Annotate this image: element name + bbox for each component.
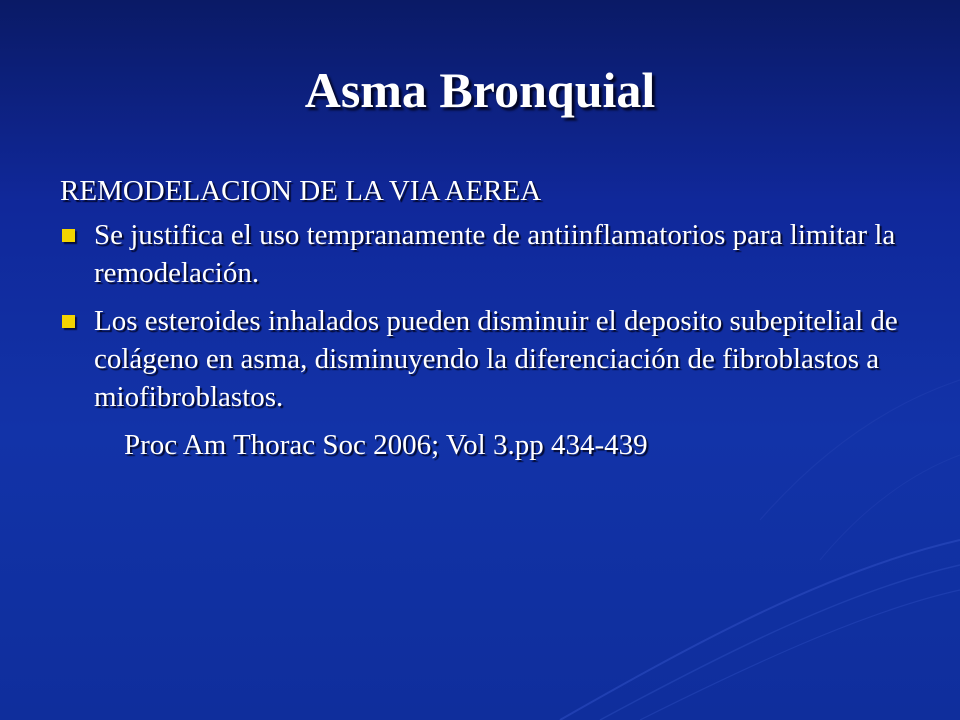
bullet-list [60, 216, 910, 416]
yellow-square-bullet-icon [62, 315, 75, 328]
bullet-item [60, 216, 910, 292]
bullet-text: Se justifica el uso tempranamente de antiinflamatorios para limitar la remodelación. [94, 219, 896, 289]
slide-title: Asma Bronquial [304, 62, 656, 118]
slide-content [60, 172, 910, 464]
bullet-text: Los esteroides inhalados pueden disminuir el deposito subepitelial de colágeno en asma, disminuyendo la diferenciación de fibroblastos a miofibroblastos. [94, 305, 898, 413]
citation: Proc Am Thorac Soc 2006; Vol 3.pp 434-439 [124, 429, 648, 461]
section-heading: REMODELACION DE LA VIA AEREA [60, 175, 542, 207]
yellow-square-bullet-icon [62, 229, 75, 242]
bullet-item [60, 302, 910, 416]
